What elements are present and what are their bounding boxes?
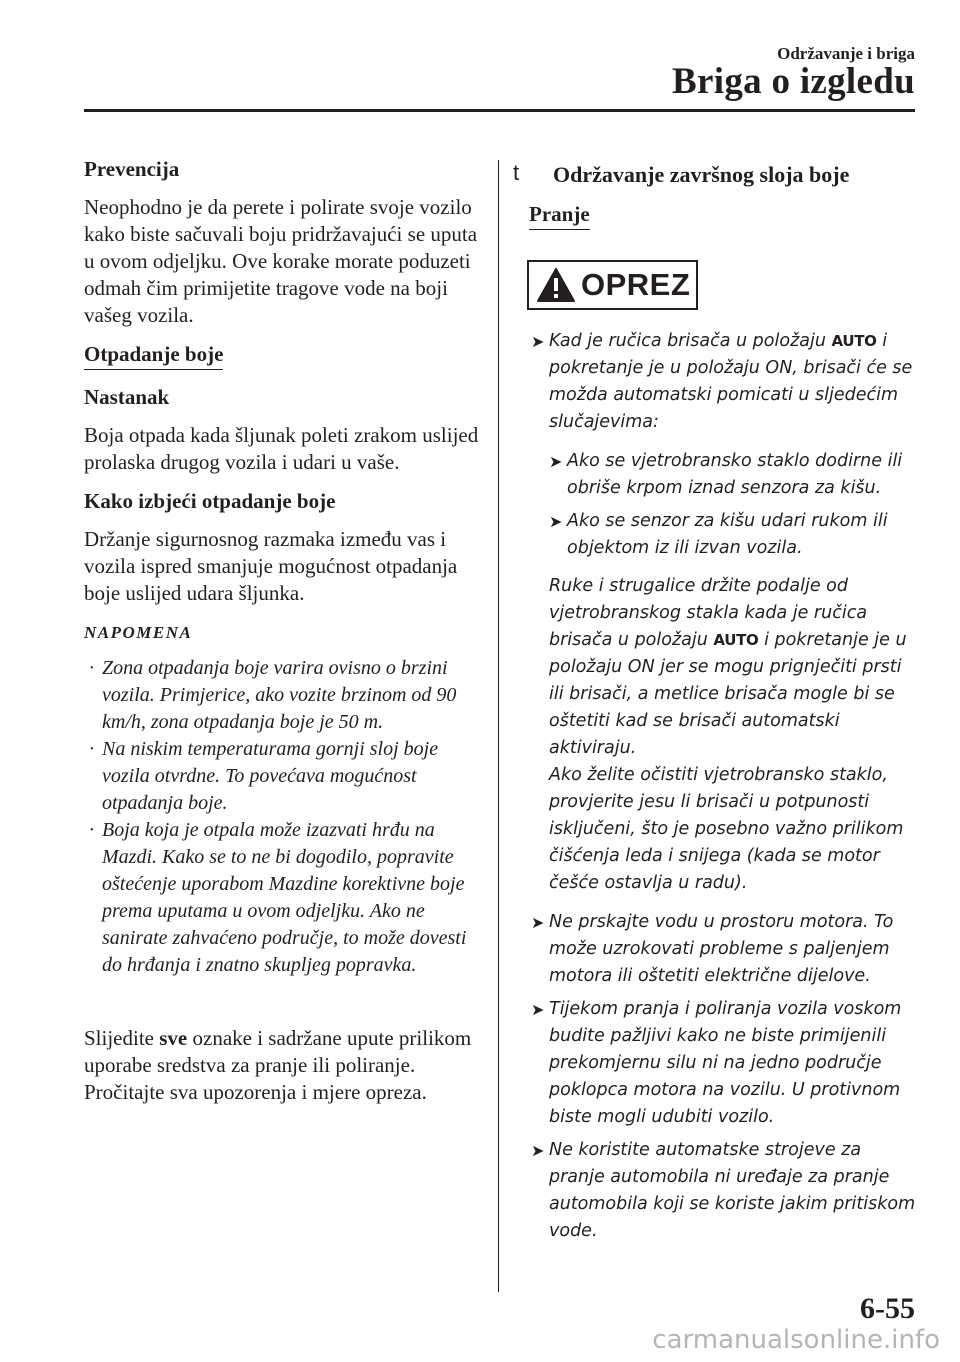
caution-label: OPREZ <box>581 267 691 302</box>
watermark: carmanualsonline.info <box>652 1325 940 1355</box>
right-column <box>513 160 918 1245</box>
note-title: NAPOMENA <box>84 623 193 642</box>
section-marker-icon: t <box>513 160 520 185</box>
prevention-heading: Prevencija <box>84 157 180 181</box>
note-text: Na niskim temperaturama gornji sloj boje vozila otvrdne. To povećava mogućnost otpadanja boje. <box>102 738 439 814</box>
arrow-bullet-icon: ➤ <box>531 332 545 351</box>
bullet-dot-icon: · <box>89 657 94 679</box>
column-divider <box>498 160 499 1292</box>
note-item <box>84 736 484 817</box>
closing-text: Slijedite sve oznake i sadržane upute prilikom uporabe sredstva za pranje ili poliranje. Pročitajte sva upozorenja i mjere opreza. <box>84 1026 472 1104</box>
caution-box <box>527 260 698 310</box>
note-item <box>84 817 484 979</box>
auto-label: AUTO <box>713 631 759 649</box>
warning-triangle-icon <box>537 268 575 302</box>
page-title: Briga o izgledu <box>672 61 915 102</box>
bullet-dot-icon: · <box>89 819 94 841</box>
closing-bold: sve <box>159 1026 188 1050</box>
section-heading: t Održavanje završnog sloja boje <box>513 160 850 187</box>
caution-subitem: ➤ Ako se senzor za kišu udari rukom ili objektom iz ili izvan vozila. <box>513 508 918 562</box>
origin-text: Boja otpada kada šljunak poleti zrakom uslijed prolaska drugog vozila i udari u vaše. <box>84 423 479 474</box>
sub-heading: Pranje <box>529 202 590 230</box>
left-column <box>84 156 484 1106</box>
arrow-bullet-icon: ➤ <box>531 1141 545 1160</box>
header-rule <box>84 109 915 112</box>
prevention-text: Neophodno je da perete i polirate svoje vozilo kako biste sačuvali boju pridržavajući se uputa u ovom odjeljku. Ove korake morate poduzeti odmah čim primijetite tragove vode na boji vašeg vozila. <box>84 195 478 327</box>
caution-item: ➤ Kad je ručica brisača u položaju AUTO i pokretanje je u položaju ON, brisači će se možda automatski pomicati u sljedećim slučajevima: <box>513 328 918 436</box>
avoid-text: Držanje sigurnosnog razmaka između vas i vozila ispred smanjuje mogućnost otpadanja boje uslijed udara šljunka. <box>84 527 458 605</box>
avoid-heading: Kako izbjeći otpadanje boje <box>84 489 336 513</box>
note-text: Zona otpadanja boje varira ovisno o brzini vozila. Primjerice, ako vozite brzinom od 90 km/h, zona otpadanja boje je 50 m. <box>102 657 457 733</box>
caution-item: ➤ Ne prskajte vodu u prostoru motora. To može uzrokovati probleme s paljenjem motora ili oštetiti električne dijelove. <box>513 909 918 990</box>
arrow-bullet-icon: ➤ <box>549 452 563 471</box>
caution-paragraph: Ruke i strugalice držite podalje od vjetrobranskog stakla kada je ručica brisača u položaju AUTO i pokretanje je u položaju ON jer se mogu prignječiti prsti ili brisači, a metlice brisača mogle bi se oštetiti kad se brisači automatski aktiviraju. <box>549 576 907 758</box>
origin-heading: Nastanak <box>84 385 170 409</box>
caution-item: ➤ Ne koristite automatske strojeve za pranje automobila ni uređaje za pranje automobila koji se koriste jakim pritiskom vode. <box>513 1137 918 1245</box>
note-item <box>84 655 484 736</box>
arrow-bullet-icon: ➤ <box>549 512 563 531</box>
arrow-bullet-icon: ➤ <box>531 913 545 932</box>
note-text: Boja koja je otpala može izazvati hrđu na Mazdi. Kako se to ne bi dogodilo, popravite oštećenje uporabom Mazdine korektivne boje prema uputama u ovom odjeljku. Ako ne sanirate zahvaćeno područje, to može dovesti do hrđanja i znatno skupljeg popravka. <box>102 819 467 976</box>
header-section-title: Održavanje i briga <box>777 44 915 63</box>
caution-paragraph: Ako želite očistiti vjetrobransko staklo, provjerite jesu li brisači u potpunosti isključeni, što je posebno važno prilikom čišćenja leda i snijega (kada se motor češće ostavlja u radu). <box>549 765 904 893</box>
arrow-bullet-icon: ➤ <box>531 1000 545 1019</box>
caution-item: ➤ Tijekom pranja i poliranja vozila voskom budite pažljivi kako ne biste primijenili prekomjernu silu ni na jedno područje poklopca motora na vozilu. U protivnom biste mogli udubiti vozilo. <box>513 996 918 1131</box>
caution-subitem: ➤ Ako se vjetrobransko staklo dodirne ili obriše krpom iznad senzora za kišu. <box>513 448 918 502</box>
auto-label: AUTO <box>831 332 877 350</box>
page-number: 6-55 <box>860 1292 915 1325</box>
chipping-heading: Otpadanje boje <box>84 341 223 370</box>
bullet-dot-icon: · <box>89 738 94 760</box>
